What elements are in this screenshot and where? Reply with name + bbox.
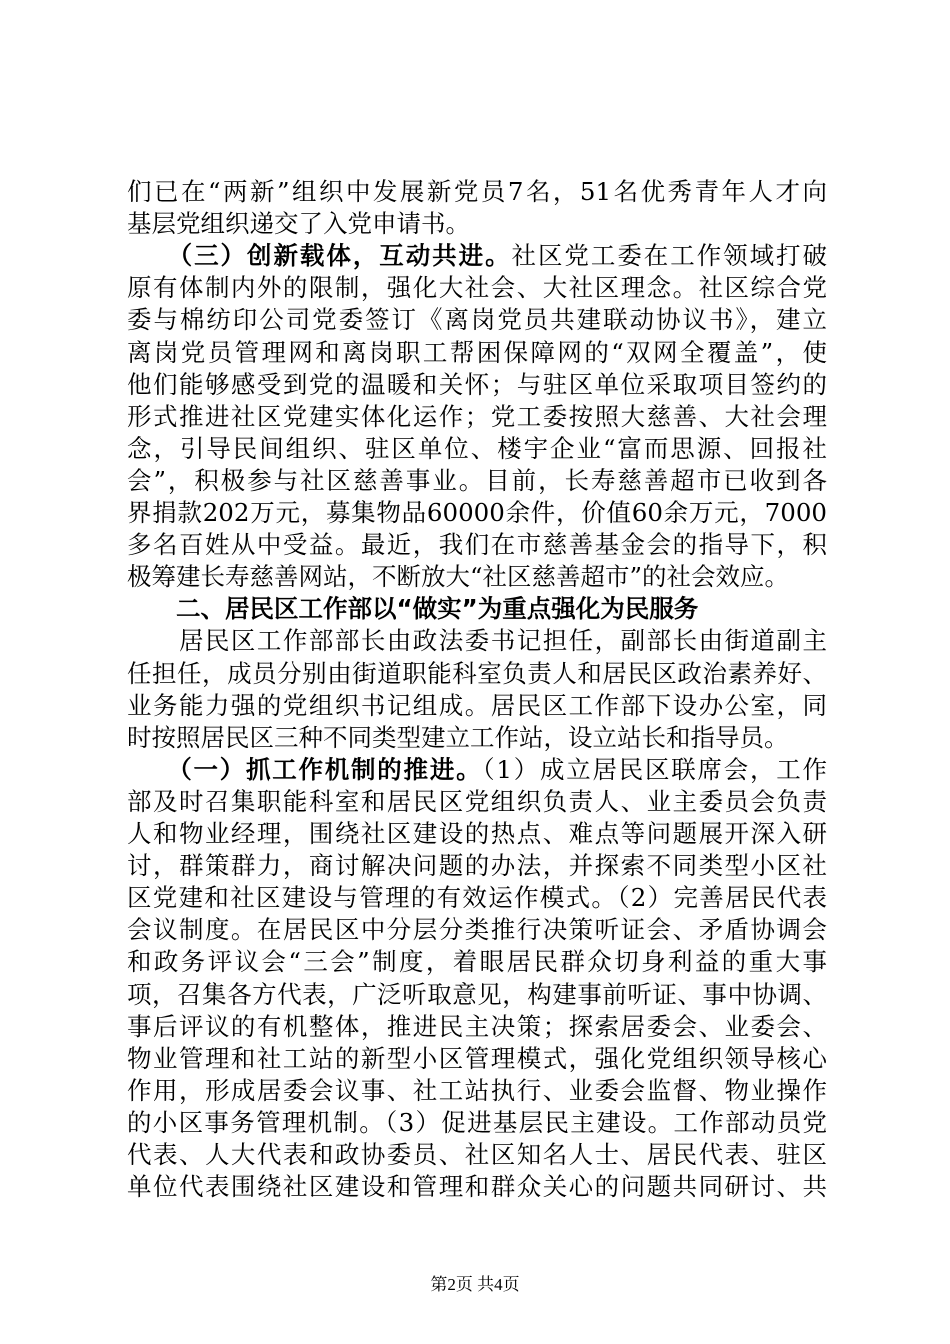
body-text-segment: 们已在“两新”组织中发展新党员7名，51名优秀青年人才向 (127, 177, 827, 206)
body-text-segment: 讨，群策群力，商讨解决问题的办法，并探索不同类型小区社 (127, 851, 827, 881)
body-text-segment: 区党建和社区建设与管理的有效运作模式。（2）完善居民代表 (127, 883, 827, 913)
text-line (127, 625, 827, 657)
text-line (127, 529, 827, 561)
body-text-segment: 时按照居民区三种不同类型建立工作站，设立站长和指导员。 (127, 722, 789, 752)
body-text-segment: 多名百姓从中受益。最近，我们在市慈善基金会的指导下，积 (127, 530, 827, 560)
body-text-segment: 原有体制内外的限制，强化大社会、大社区理念。社区综合党 (127, 273, 827, 303)
body-text-segment: 形式推进社区党建实体化运作；党工委按照大慈善、大社会理 (127, 401, 827, 431)
heading-text: 二、居民区工作部以“做实”为重点强化为民服务 (127, 594, 699, 624)
body-text-segment: 作用，形成居委会议事、社工站执行、业委会监督、物业操作 (127, 1075, 827, 1105)
body-text-segment: 界捐款202万元，募集物品60000余件，价值60余万元，7000 (127, 498, 827, 527)
text-line (127, 337, 827, 369)
text-line (127, 786, 827, 818)
text-line (127, 1011, 827, 1043)
text-line (127, 208, 827, 240)
text-line (127, 690, 827, 722)
text-line (127, 401, 827, 433)
body-text-segment: 人和物业经理，围绕社区建设的热点、难点等问题展开深入研 (127, 819, 827, 848)
body-text-segment: （1）成立居民区联席会，工作 (482, 754, 828, 784)
text-line (127, 240, 827, 272)
text-line (127, 850, 827, 882)
body-text-segment: 代表、人大代表和政协委员、社区知名人士、居民代表、驻区 (127, 1140, 827, 1169)
body-text-segment: 的小区事务管理机制。（3）促进基层民主建设。工作部动员党 (127, 1107, 827, 1137)
text-line (127, 882, 827, 914)
text-line (127, 1043, 827, 1075)
body-text-segment: 会”，积极参与社区慈善事业。目前，长寿慈善超市已收到各 (127, 465, 827, 495)
body-text-segment: 基层党组织递交了入党申请书。 (127, 209, 470, 239)
text-line (127, 176, 827, 208)
text-line (127, 914, 827, 946)
body-text-segment: 委与棉纺印公司党委签订《离岗党员共建联动协议书》，建立 (127, 305, 827, 335)
body-text-segment: 离岗党员管理网和离岗职工帮困保障网的“双网全覆盖”，使 (127, 337, 827, 367)
text-line (127, 754, 827, 786)
text-line (127, 979, 827, 1011)
heading-text: （三）创新载体，互动共进。 (127, 241, 512, 271)
body-text-segment: 业务能力强的党组织书记组成。居民区工作部下设办公室，同 (127, 690, 827, 720)
text-line (127, 304, 827, 336)
text-line (127, 658, 827, 690)
text-line (127, 1171, 827, 1203)
text-line (127, 1075, 827, 1107)
text-line (127, 433, 827, 465)
text-line (127, 369, 827, 401)
body-text-segment: 任担任，成员分别由街道职能科室负责人和居民区政治素养好、 (127, 658, 827, 688)
body-text-segment: 居民区工作部部长由政法委书记担任，副部长由街道副主 (127, 626, 827, 656)
body-text-segment: 单位代表围绕社区建设和管理和群众关心的问题共同研讨、共 (127, 1172, 827, 1202)
text-line (127, 946, 827, 978)
body-text-segment: 他们能够感受到党的温暖和关怀；与驻区单位采取项目签约的 (127, 369, 827, 399)
body-text-segment: 极筹建长寿慈善网站，不断放大“社区慈善超市”的社会效应。 (127, 562, 790, 592)
body-text-segment: 部及时召集职能科室和居民区党组织负责人、业主委员会负责 (127, 786, 827, 816)
body-text-segment: 和政务评议会“三会”制度，着眼居民群众切身利益的重大事 (127, 947, 827, 977)
text-line (127, 722, 827, 754)
text-line (127, 561, 827, 593)
body-text-segment: 念，引导民间组织、驻区单位、楼宇企业“富而思源、回报社 (127, 433, 827, 463)
text-line (127, 497, 827, 529)
text-line (127, 465, 827, 497)
text-line (127, 1107, 827, 1139)
text-line (127, 593, 827, 625)
body-text-segment: 事后评议的有机整体，推进民主决策；探索居委会、业委会、 (127, 1011, 827, 1041)
text-line (127, 818, 827, 850)
body-text-segment: 项，召集各方代表，广泛听取意见，构建事前听证、事中协调、 (127, 979, 827, 1009)
text-line (127, 272, 827, 304)
body-text-segment: 社区党工委在工作领域打破 (511, 241, 828, 271)
heading-text: （一）抓工作机制的推进。 (127, 754, 483, 784)
text-line (127, 1139, 827, 1171)
page-footer: 第2页 共4页 (430, 1275, 520, 1294)
body-text-segment: 物业管理和社工站的新型小区管理模式，强化党组织领导核心 (127, 1043, 827, 1073)
body-text-segment: 会议制度。在居民区中分层分类推行决策听证会、矛盾协调会 (127, 915, 827, 945)
